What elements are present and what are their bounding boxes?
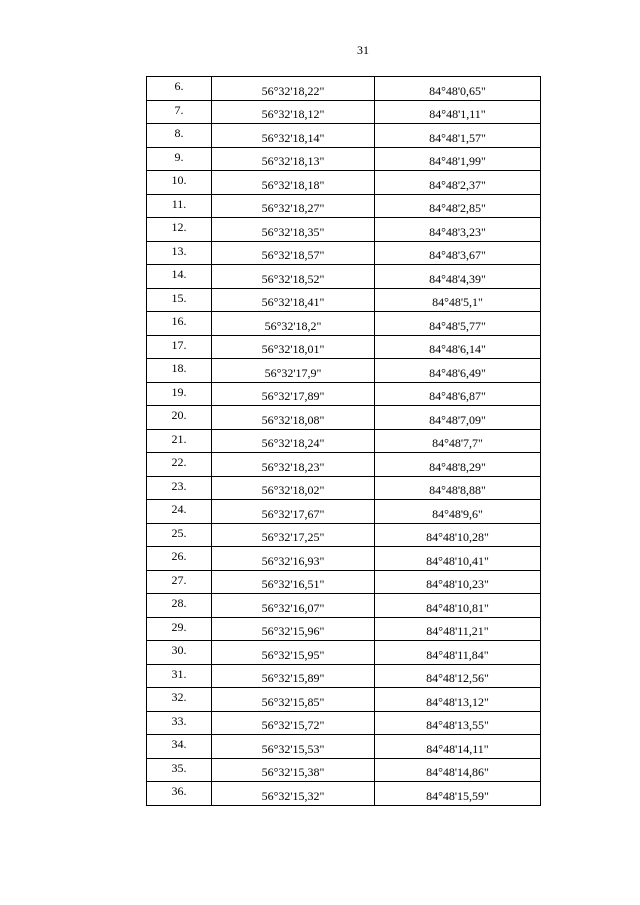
latitude-cell: 56°32'15,89" (212, 664, 375, 688)
longitude-cell: 84°48'15,59" (375, 782, 541, 806)
latitude-cell: 56°32'18,24" (212, 429, 375, 453)
point-number-cell: 12. (147, 218, 212, 242)
point-number-cell: 23. (147, 476, 212, 500)
point-number-cell: 17. (147, 335, 212, 359)
point-number-cell: 19. (147, 382, 212, 406)
table-row (147, 617, 541, 641)
table-row (147, 406, 541, 430)
latitude-cell: 56°32'18,18" (212, 171, 375, 195)
latitude-cell: 56°32'15,85" (212, 688, 375, 712)
point-number-cell: 24. (147, 500, 212, 524)
point-number-cell: 27. (147, 570, 212, 594)
longitude-cell: 84°48'0,65" (375, 77, 541, 101)
page-number: 31 (357, 43, 369, 57)
table-row (147, 688, 541, 712)
latitude-cell: 56°32'18,12" (212, 100, 375, 124)
point-number-cell: 18. (147, 359, 212, 383)
point-number-cell: 30. (147, 641, 212, 665)
longitude-cell: 84°48'10,28" (375, 523, 541, 547)
latitude-cell: 56°32'18,14" (212, 124, 375, 148)
table-row (147, 171, 541, 195)
latitude-cell: 56°32'17,89" (212, 382, 375, 406)
point-number-cell: 28. (147, 594, 212, 618)
longitude-cell: 84°48'2,37" (375, 171, 541, 195)
latitude-cell: 56°32'18,02" (212, 476, 375, 500)
longitude-cell: 84°48'7,09" (375, 406, 541, 430)
latitude-cell: 56°32'18,52" (212, 265, 375, 289)
longitude-cell: 84°48'6,87" (375, 382, 541, 406)
longitude-cell: 84°48'6,14" (375, 335, 541, 359)
longitude-cell: 84°48'11,21" (375, 617, 541, 641)
point-number-cell: 16. (147, 312, 212, 336)
longitude-cell: 84°48'3,67" (375, 241, 541, 265)
longitude-cell: 84°48'12,56" (375, 664, 541, 688)
longitude-cell: 84°48'1,99" (375, 147, 541, 171)
longitude-cell: 84°48'10,81" (375, 594, 541, 618)
latitude-cell: 56°32'18,23" (212, 453, 375, 477)
table-row (147, 500, 541, 524)
latitude-cell: 56°32'17,25" (212, 523, 375, 547)
longitude-cell: 84°48'11,84" (375, 641, 541, 665)
coordinates-table (146, 76, 541, 806)
longitude-cell: 84°48'8,88" (375, 476, 541, 500)
point-number-cell: 14. (147, 265, 212, 289)
longitude-cell: 84°48'6,49" (375, 359, 541, 383)
latitude-cell: 56°32'15,32" (212, 782, 375, 806)
longitude-cell: 84°48'1,57" (375, 124, 541, 148)
longitude-cell: 84°48'14,86" (375, 758, 541, 782)
latitude-cell: 56°32'16,93" (212, 547, 375, 571)
longitude-cell: 84°48'4,39" (375, 265, 541, 289)
point-number-cell: 25. (147, 523, 212, 547)
point-number-cell: 32. (147, 688, 212, 712)
latitude-cell: 56°32'18,35" (212, 218, 375, 242)
point-number-cell: 26. (147, 547, 212, 571)
table-row (147, 711, 541, 735)
table-row (147, 100, 541, 124)
table-row (147, 782, 541, 806)
longitude-cell: 84°48'13,55" (375, 711, 541, 735)
latitude-cell: 56°32'15,38" (212, 758, 375, 782)
point-number-cell: 21. (147, 429, 212, 453)
longitude-cell: 84°48'13,12" (375, 688, 541, 712)
latitude-cell: 56°32'15,72" (212, 711, 375, 735)
table-row (147, 570, 541, 594)
latitude-cell: 56°32'18,13" (212, 147, 375, 171)
table-row (147, 594, 541, 618)
latitude-cell: 56°32'18,08" (212, 406, 375, 430)
latitude-cell: 56°32'17,67" (212, 500, 375, 524)
table-row (147, 758, 541, 782)
table-row (147, 194, 541, 218)
point-number-cell: 13. (147, 241, 212, 265)
point-number-cell: 35. (147, 758, 212, 782)
longitude-cell: 84°48'10,41" (375, 547, 541, 571)
longitude-cell: 84°48'3,23" (375, 218, 541, 242)
table-row (147, 241, 541, 265)
table-row (147, 523, 541, 547)
longitude-cell: 84°48'10,23" (375, 570, 541, 594)
longitude-cell: 84°48'5,77" (375, 312, 541, 336)
point-number-cell: 6. (147, 77, 212, 101)
point-number-cell: 9. (147, 147, 212, 171)
longitude-cell: 84°48'1,11" (375, 100, 541, 124)
point-number-cell: 36. (147, 782, 212, 806)
table-row (147, 147, 541, 171)
table-row (147, 312, 541, 336)
coordinates-table-body (147, 77, 541, 806)
table-row (147, 547, 541, 571)
point-number-cell: 10. (147, 171, 212, 195)
point-number-cell: 20. (147, 406, 212, 430)
latitude-cell: 56°32'18,01" (212, 335, 375, 359)
latitude-cell: 56°32'18,27" (212, 194, 375, 218)
latitude-cell: 56°32'15,95" (212, 641, 375, 665)
latitude-cell: 56°32'17,9" (212, 359, 375, 383)
table-row (147, 288, 541, 312)
longitude-cell: 84°48'9,6" (375, 500, 541, 524)
table-row (147, 218, 541, 242)
latitude-cell: 56°32'16,07" (212, 594, 375, 618)
table-row (147, 641, 541, 665)
point-number-cell: 7. (147, 100, 212, 124)
point-number-cell: 34. (147, 735, 212, 759)
point-number-cell: 22. (147, 453, 212, 477)
table-row (147, 335, 541, 359)
latitude-cell: 56°32'18,22" (212, 77, 375, 101)
table-row (147, 453, 541, 477)
point-number-cell: 11. (147, 194, 212, 218)
longitude-cell: 84°48'5,1" (375, 288, 541, 312)
table-row (147, 664, 541, 688)
latitude-cell: 56°32'18,41" (212, 288, 375, 312)
longitude-cell: 84°48'7,7" (375, 429, 541, 453)
latitude-cell: 56°32'18,57" (212, 241, 375, 265)
table-row (147, 476, 541, 500)
latitude-cell: 56°32'16,51" (212, 570, 375, 594)
latitude-cell: 56°32'18,2" (212, 312, 375, 336)
point-number-cell: 33. (147, 711, 212, 735)
latitude-cell: 56°32'15,96" (212, 617, 375, 641)
longitude-cell: 84°48'14,11" (375, 735, 541, 759)
longitude-cell: 84°48'8,29" (375, 453, 541, 477)
table-row (147, 382, 541, 406)
table-row (147, 359, 541, 383)
point-number-cell: 8. (147, 124, 212, 148)
point-number-cell: 31. (147, 664, 212, 688)
table-row (147, 77, 541, 101)
point-number-cell: 15. (147, 288, 212, 312)
point-number-cell: 29. (147, 617, 212, 641)
table-row (147, 265, 541, 289)
latitude-cell: 56°32'15,53" (212, 735, 375, 759)
table-row (147, 735, 541, 759)
table-row (147, 429, 541, 453)
longitude-cell: 84°48'2,85" (375, 194, 541, 218)
table-row (147, 124, 541, 148)
